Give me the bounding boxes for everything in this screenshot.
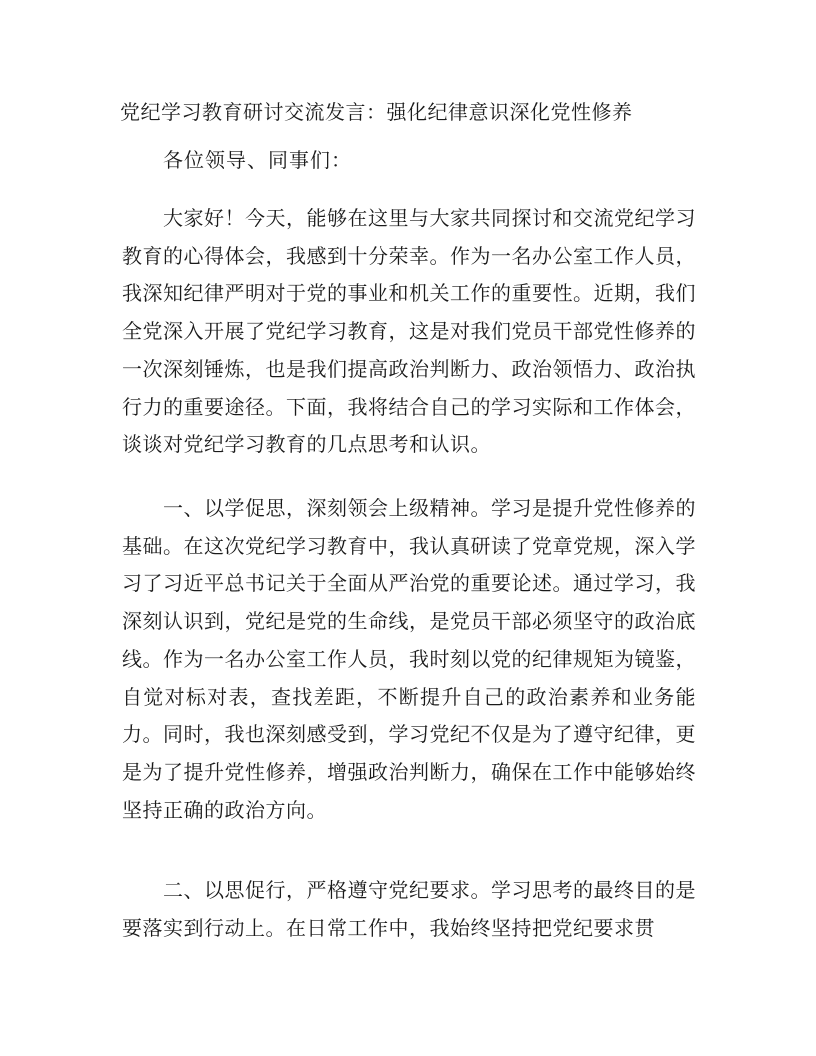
- salutation: 各位领导、同事们：: [163, 148, 352, 172]
- paragraph-opening: 大家好！今天，能够在这里与大家共同探讨和交流党纪学习教育的心得体会，我感到十分荣幸。作为一名办公室工作人员，我深知纪律严明对于党的事业和机关工作的重要性。近期，我们全党深入开展了党纪学习教育，这是对我们党员干部党性修养的一次深刻锤炼，也是我们提高政治判断力、政治领悟力、政治执行力的重要途径。下面，我将结合自己的学习实际和工作体会，谈谈对党纪学习教育的几点思考和认识。: [122, 206, 696, 457]
- document-title: 党纪学习教育研讨交流发言：强化纪律意识深化党性修养: [120, 100, 633, 124]
- paragraph-section-two: 二、以思促行，严格遵守党纪要求。学习思考的最终目的是要落实到行动上。在日常工作中，我始终坚持把党纪要求贯: [122, 878, 696, 940]
- paragraph-section-one: 一、以学促思，深刻领会上级精神。学习是提升党性修养的基础。在这次党纪学习教育中，我认真研读了党章党规，深入学习了习近平总书记关于全面从严治党的重要论述。通过学习，我深刻认识到，党纪是党的生命线，是党员干部必须坚守的政治底线。作为一名办公室工作人员，我时刻以党的纪律规矩为镜鉴，自觉对标对表，查找差距，不断提升自己的政治素养和业务能力。同时，我也深刻感受到，学习党纪不仅是为了遵守纪律，更是为了提升党性修养，增强政治判断力，确保在工作中能够始终坚持正确的政治方向。: [122, 496, 696, 822]
